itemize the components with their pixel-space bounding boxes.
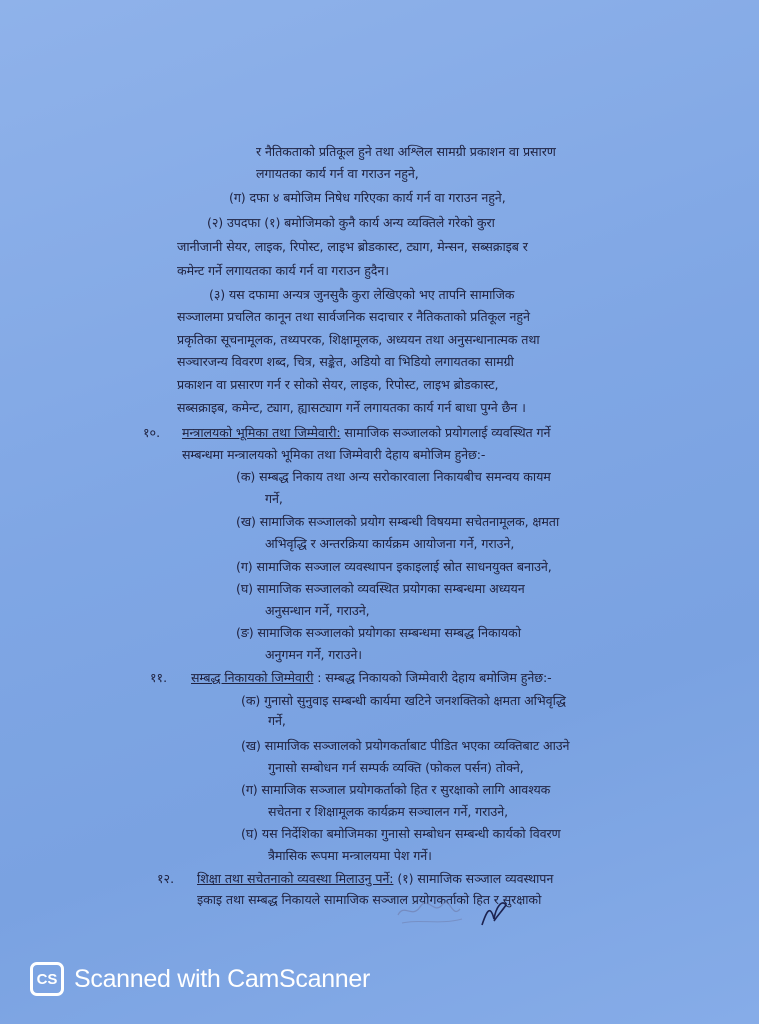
list-item: अभिवृद्धि र अन्तरक्रिया कार्यक्रम आयोजना गर्ने, गराउने, [265, 536, 515, 551]
list-item: गर्ने, [265, 491, 283, 506]
section-10-first-line [182, 424, 550, 442]
section-number: ११. [150, 670, 168, 685]
signature [390, 885, 520, 935]
watermark-text: Scanned with CamScanner [74, 964, 371, 993]
text-line: सञ्चारजन्य विवरण शब्द, चित्र, सङ्केत, अडियो वा भिडियो लगायतका सामग्री [177, 354, 514, 369]
list-item: (घ) सामाजिक सञ्जालको व्यवस्थित प्रयोगका सम्बन्धमा अध्ययन [236, 581, 525, 596]
text-line: प्रकाशन वा प्रसारण गर्न र सोको सेयर, लाइक, रिपोस्ट, लाइभ ब्रोडकास्ट, [177, 377, 499, 392]
list-item: (ङ) सामाजिक सञ्जालको प्रयोगका सम्बन्धमा सम्बद्ध निकायको [236, 625, 521, 640]
text-line: (३) यस दफामा अन्यत्र जुनसुकै कुरा लेखिएको भए तापनि सामाजिक [209, 287, 515, 302]
section-11-first-line [191, 669, 552, 687]
list-item: (घ) यस निर्देशिका बमोजिमका गुनासो सम्बोधन सम्बन्धी कार्यको विवरण [241, 826, 561, 841]
list-item: (ख) सामाजिक सञ्जालको प्रयोगकर्ताबाट पीडित भएका व्यक्तिबाट आउने [241, 738, 570, 753]
section-text: सामाजिक सञ्जालको प्रयोगलाई व्यवस्थित गर्ने [340, 425, 551, 440]
text-line: सब्सक्राइब, कमेन्ट, ट्याग, ह्यासट्याग गर्ने लगायतका कार्य गर्न बाधा पुग्ने छैन । [177, 400, 526, 415]
camscanner-watermark [30, 962, 370, 996]
text-line: सञ्जालमा प्रचलित कानून तथा सार्वजनिक सदाचार र नैतिकताको प्रतिकूल नहुने [177, 309, 530, 324]
list-item: सचेतना र शिक्षामूलक कार्यक्रम सञ्चालन गर्ने, गराउने, [268, 804, 509, 819]
section-heading: शिक्षा तथा सचेतनाको व्यवस्था मिलाउनु पर्ने: [197, 871, 394, 886]
list-item: (ख) सामाजिक सञ्जालको प्रयोग सम्बन्धी विषयमा सचेतनामूलक, क्षमता [236, 514, 560, 529]
list-item: अनुसन्धान गर्ने, गराउने, [265, 603, 370, 618]
list-item: गुनासो सम्बोधन गर्न सम्पर्क व्यक्ति (फोकल पर्सन) तोक्ने, [268, 760, 524, 775]
list-item: (ग) सामाजिक सञ्जाल प्रयोगकर्ताको हित र सुरक्षाको लागि आवश्यक [241, 782, 551, 797]
text-line: लगायतका कार्य गर्न वा गराउन नहुने, [256, 166, 419, 181]
camscanner-logo-icon: CS [30, 962, 64, 996]
text-line: कमेन्ट गर्ने लगायतका कार्य गर्न वा गराउन हुदैन। [177, 263, 389, 278]
text-line: इकाइ तथा सम्बद्ध निकायले सामाजिक सञ्जाल प्रयोगकर्ताको हित र सुरक्षाको [197, 892, 542, 907]
section-text: : सम्बद्ध निकायको जिम्मेवारी देहाय बमोजिम हुनेछ:- [313, 670, 552, 685]
text-line: (ग) दफा ४ बमोजिम निषेध गरिएका कार्य गर्न वा गराउन नहुने, [229, 190, 506, 205]
text-line: (२) उपदफा (१) बमोजिमको कुनै कार्य अन्य व्यक्तिले गरेको कुरा [207, 215, 495, 230]
text-line: प्रकृतिका सूचनामूलक, तथ्यपरक, शिक्षामूलक, अध्ययन तथा अनुसन्धानात्मक तथा [177, 332, 540, 347]
text-line: जानीजानी सेयर, लाइक, रिपोस्ट, लाइभ ब्रोडकास्ट, ट्याग, मेन्सन, सब्सक्राइब र [177, 239, 528, 254]
list-item: (ग) सामाजिक सञ्जाल व्यवस्थापन इकाइलाई स्रोत साधनयुक्त बनाउने, [236, 559, 552, 574]
section-heading: मन्त्रालयको भूमिका तथा जिम्मेवारी: [182, 425, 341, 440]
list-item: गर्ने, [268, 713, 286, 728]
section-number: १२. [157, 871, 175, 886]
text-line: सम्बन्धमा मन्त्रालयको भूमिका तथा जिम्मेवारी देहाय बमोजिम हुनेछ:- [182, 447, 486, 462]
list-item: (क) गुनासो सुनुवाइ सम्बन्धी कार्यमा खटिने जनशक्तिको क्षमता अभिवृद्धि [241, 693, 566, 708]
section-number: १०. [143, 425, 161, 440]
list-item: त्रैमासिक रूपमा मन्त्रालयमा पेश गर्ने। [268, 848, 432, 863]
list-item: अनुगमन गर्ने, गराउने। [265, 647, 362, 662]
list-item: (क) सम्बद्ध निकाय तथा अन्य सरोकारवाला निकायबीच समन्वय कायम [236, 469, 551, 484]
section-heading: सम्बद्ध निकायको जिम्मेवारी [191, 670, 314, 685]
section-text: (१) सामाजिक सञ्जाल व्यवस्थापन [393, 871, 554, 886]
text-line: र नैतिकताको प्रतिकूल हुने तथा अश्लिल सामग्री प्रकाशन वा प्रसारण [256, 144, 556, 159]
